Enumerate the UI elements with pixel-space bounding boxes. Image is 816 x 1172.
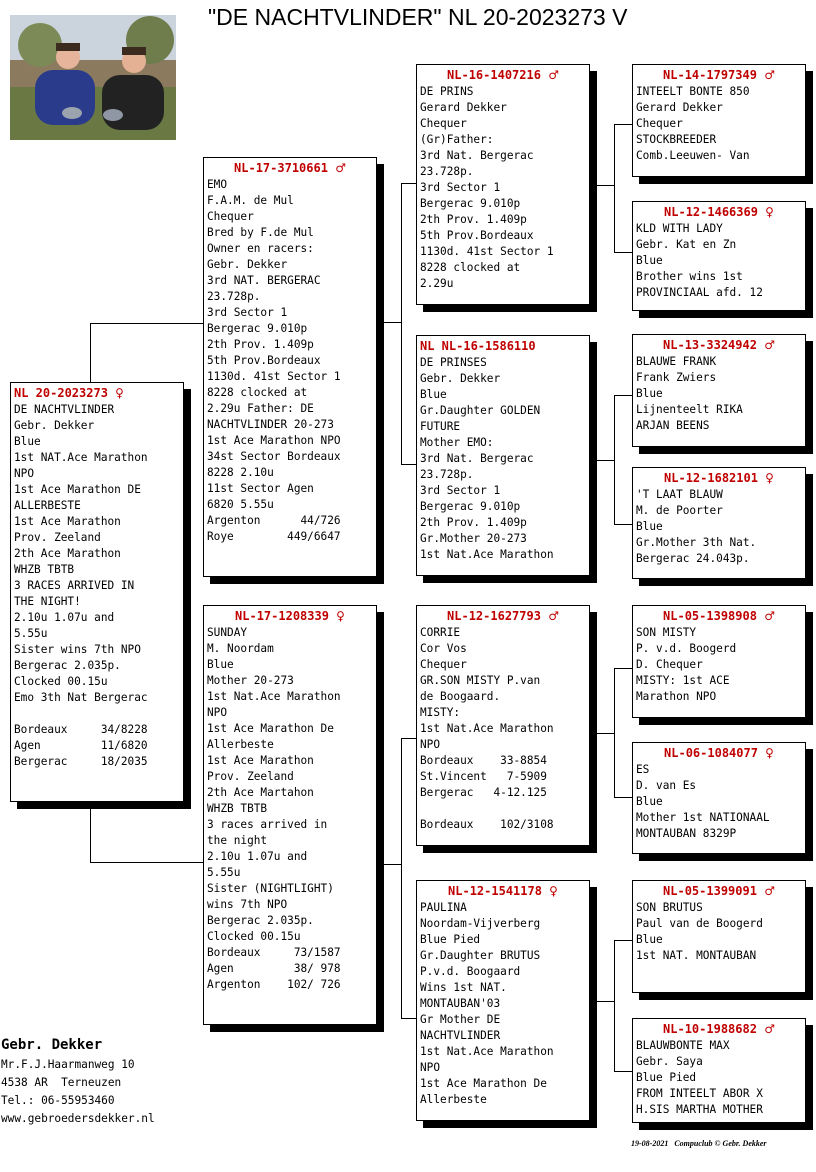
pedigree-line: 23.728p. xyxy=(420,468,474,481)
ring-number xyxy=(636,609,802,623)
footer-credit: 19-08-2021 Compuclub © Gebr. Dekker xyxy=(631,1139,767,1148)
pedigree-line: Gebr. Saya xyxy=(636,1055,703,1068)
ring-number xyxy=(14,386,180,400)
connector-line xyxy=(401,183,416,184)
pedigree-line: Gerard Dekker xyxy=(636,101,723,114)
pedigree-line: 23.728p. xyxy=(420,165,474,178)
ring-number-text: NL-05-1399091 xyxy=(663,884,757,898)
pedigree-line: Brother wins 1st xyxy=(636,270,743,283)
pedigree-line: 2.29u Father: DE xyxy=(207,402,314,415)
pedigree-line: 3rd Sector 1 xyxy=(207,306,288,319)
ring-number xyxy=(420,884,586,898)
pedigree-line: (Gr)Father: xyxy=(420,133,494,146)
connector-line xyxy=(614,940,632,941)
pedigree-line: Bergerac 4-12.125 xyxy=(420,786,547,799)
pedigree-line: KLD WITH LADY xyxy=(636,222,723,235)
pedigree-line: P.v.d. Boogaard xyxy=(420,965,521,978)
pedigree-line: Allerbeste xyxy=(420,1093,487,1106)
pedigree-line: 1st Ace Marathon xyxy=(207,754,314,767)
pedigree-line: INTEELT BONTE 850 xyxy=(636,85,750,98)
pigeon-card-mmf xyxy=(632,880,806,993)
ring-number-text: NL-17-3710661 xyxy=(234,161,328,175)
pedigree-line: Blue xyxy=(636,254,663,267)
connector-line xyxy=(614,668,632,669)
pedigree-line: NACHTVLINDER xyxy=(420,1029,501,1042)
pedigree-line: 5.55u xyxy=(207,866,241,879)
pedigree-line: CORRIE xyxy=(420,626,461,639)
pedigree-line: Gerard Dekker xyxy=(420,101,507,114)
ring-number xyxy=(636,338,802,352)
male-symbol-icon: ♂ xyxy=(764,609,775,623)
pedigree-line: Bordeaux 34/8228 xyxy=(14,723,148,736)
connector-line xyxy=(377,322,402,323)
pedigree-line: Paul van de Boogerd xyxy=(636,917,763,930)
pedigree-line: Allerbeste xyxy=(207,738,274,751)
pedigree-line: Blue xyxy=(636,795,663,808)
pedigree-line: 2th Prov. 1.409p xyxy=(420,516,527,529)
pedigree-line: Agen 38/ 978 xyxy=(207,962,341,975)
male-symbol-icon: ♂ xyxy=(335,161,346,175)
pedigree-line: Bergerac 2.035p. xyxy=(207,914,314,927)
pedigree-line: D. Chequer xyxy=(636,658,703,671)
female-symbol-icon: ♀ xyxy=(549,884,558,898)
pigeon-card-mother-mother xyxy=(416,880,590,1121)
connector-line xyxy=(90,323,91,383)
male-symbol-icon: ♂ xyxy=(548,609,559,623)
ring-number-text: NL-12-1627793 xyxy=(447,609,541,623)
pedigree-line: 'T LAAT BLAUW xyxy=(636,488,723,501)
pedigree-line: Chequer xyxy=(636,117,683,130)
pedigree-line: Cor Vos xyxy=(420,642,467,655)
female-symbol-icon: ♀ xyxy=(336,609,345,623)
pigeon-card-fff xyxy=(632,64,806,177)
ring-number-text: NL-13-3324942 xyxy=(663,338,757,352)
pedigree-line xyxy=(420,801,586,817)
pedigree-line: Prov. Zeeland xyxy=(207,770,294,783)
pedigree-line: Gebr. Dekker xyxy=(420,372,501,385)
pedigree-line: Gebr. Dekker xyxy=(14,419,95,432)
ring-number xyxy=(420,68,586,82)
pedigree-line: 2th Prov. 1.409p xyxy=(420,213,527,226)
pedigree-line: 34st Sector Bordeaux xyxy=(207,450,341,463)
ring-number xyxy=(636,884,802,898)
pedigree-line: 2.10u 1.07u and xyxy=(14,611,115,624)
ring-number-text: NL-12-1466369 xyxy=(664,205,758,219)
pedigree-line: F.A.M. de Mul xyxy=(207,194,294,207)
ring-number-text: NL-12-1541178 xyxy=(448,884,542,898)
pedigree-line: 3rd Sector 1 xyxy=(420,484,501,497)
pedigree-line: ES xyxy=(636,763,650,776)
pedigree-line: WHZB TBTB xyxy=(14,563,75,576)
pedigree-line: Mother EMO: xyxy=(420,436,494,449)
ring-number xyxy=(420,609,586,623)
pedigree-line: BLAUWBONTE MAX xyxy=(636,1039,730,1052)
pedigree-line: 2th Prov. 1.409p xyxy=(207,338,314,351)
pedigree-line: 1st Nat.Ace Marathon xyxy=(420,1045,554,1058)
pedigree-line: Sister wins 7th NPO xyxy=(14,643,141,656)
pedigree-line: Agen 11/6820 xyxy=(14,739,148,752)
pedigree-line: EMO xyxy=(207,178,228,191)
pedigree-line: Bergerac 2.035p. xyxy=(14,659,121,672)
pedigree-line: 1130d. 41st Sector 1 xyxy=(207,370,341,383)
pedigree-line: Gr.Mother 3th Nat. xyxy=(636,536,757,549)
page-title: "DE NACHTVLINDER" NL 20-2023273 V xyxy=(208,4,628,30)
female-symbol-icon: ♀ xyxy=(115,386,124,400)
female-symbol-icon: ♀ xyxy=(765,746,774,760)
pedigree-line: Gr.Mother 20-273 xyxy=(420,532,527,545)
pigeon-card-mff xyxy=(632,605,806,718)
ring-number xyxy=(636,68,802,82)
pigeon-card-father xyxy=(203,157,377,577)
pedigree-line: M. Noordam xyxy=(207,642,274,655)
pedigree-line: Blue xyxy=(14,435,41,448)
pedigree-line: MONTAUBAN'03 xyxy=(420,997,501,1010)
connector-line xyxy=(590,460,615,461)
pedigree-line: 3rd NAT. BERGERAC xyxy=(207,274,321,287)
connector-line xyxy=(590,733,615,734)
pedigree-line: Blue xyxy=(207,658,234,671)
pedigree-line: 2.29u xyxy=(420,277,454,290)
ring-number xyxy=(207,161,373,175)
pedigree-line: Blue Pied xyxy=(420,933,481,946)
ring-number xyxy=(636,1022,802,1036)
pedigree-line: DE NACHTVLINDER xyxy=(14,403,115,416)
pedigree-line: Chequer xyxy=(420,117,467,130)
pedigree-line: Lijnenteelt RIKA xyxy=(636,403,743,416)
pedigree-line: 5th Prov.Bordeaux xyxy=(420,229,534,242)
ring-number-text: NL 20-2023273 xyxy=(14,386,108,400)
pedigree-line: SON BRUTUS xyxy=(636,901,703,914)
pedigree-line: Mother 1st NATIONAAL xyxy=(636,811,770,824)
pedigree-line: PAULINA xyxy=(420,901,467,914)
connector-line xyxy=(614,252,632,253)
pedigree-line: St.Vincent 7-5909 xyxy=(420,770,547,783)
ring-number-text: NL-16-1407216 xyxy=(447,68,541,82)
pedigree-line: M. de Poorter xyxy=(636,504,723,517)
female-symbol-icon: ♀ xyxy=(765,205,774,219)
male-symbol-icon: ♂ xyxy=(764,338,775,352)
connector-line xyxy=(614,940,615,1071)
owners-photo xyxy=(10,15,176,140)
pedigree-line: SUNDAY xyxy=(207,626,248,639)
pedigree-line: Owner en racers: xyxy=(207,242,314,255)
pedigree-line: Frank Zwiers xyxy=(636,371,717,384)
pigeon-card-main xyxy=(10,382,184,802)
pedigree-line: H.SIS MARTHA MOTHER xyxy=(636,1103,763,1116)
pedigree-line: Bred by F.de Mul xyxy=(207,226,314,239)
pedigree-line: Clocked 00.15u xyxy=(207,930,301,943)
pigeon-card-mother-father xyxy=(416,605,590,846)
pedigree-line: 1st Ace Marathon De xyxy=(420,1077,547,1090)
pedigree-line: Argenton 102/ 726 xyxy=(207,978,341,991)
ring-number xyxy=(636,205,802,219)
pedigree-line: D. van Es xyxy=(636,779,697,792)
pedigree-line: Gebr. Dekker xyxy=(207,258,288,271)
connector-line xyxy=(614,1071,632,1072)
pedigree-line: Gr.Daughter GOLDEN xyxy=(420,404,541,417)
pedigree-line: 2th Ace Martahon xyxy=(207,786,314,799)
pedigree-line: PROVINCIAAL afd. 12 xyxy=(636,286,763,299)
female-symbol-icon: ♀ xyxy=(765,471,774,485)
ring-number-text: NL-06-1084077 xyxy=(664,746,758,760)
pedigree-line: THE NIGHT! xyxy=(14,595,81,608)
male-symbol-icon: ♂ xyxy=(548,68,559,82)
pedigree-line: Bergerac 9.010p xyxy=(420,500,521,513)
pedigree-line: FUTURE xyxy=(420,420,461,433)
pedigree-line: Bergerac 24.043p. xyxy=(636,552,750,565)
ring-number-text: NL-10-1988682 xyxy=(663,1022,757,1036)
connector-line xyxy=(614,395,615,524)
ring-number-text: NL-14-1797349 xyxy=(663,68,757,82)
pedigree-line xyxy=(14,706,180,722)
pedigree-line: ALLERBESTE xyxy=(14,499,81,512)
pigeon-card-mother xyxy=(203,605,377,1025)
pedigree-line: Blue xyxy=(636,520,663,533)
ring-number xyxy=(636,471,802,485)
pedigree-line: Comb.Leeuwen- Van xyxy=(636,149,750,162)
pedigree-line: 1st Nat.Ace Marathon xyxy=(420,548,554,561)
male-symbol-icon: ♂ xyxy=(764,884,775,898)
pedigree-line: 1130d. 41st Sector 1 xyxy=(420,245,554,258)
connector-line xyxy=(590,1001,615,1002)
pedigree-line: Sister (NIGHTLIGHT) xyxy=(207,882,334,895)
pedigree-line: 1st Ace Marathon DE xyxy=(14,483,141,496)
pigeon-card-father-father xyxy=(416,64,590,305)
pigeon-card-mmm xyxy=(632,1018,806,1123)
pedigree-line: MISTY: 1st ACE xyxy=(636,674,730,687)
pedigree-line: Emo 3th Nat Bergerac xyxy=(14,691,148,704)
connector-line xyxy=(401,738,416,739)
pedigree-line: MISTY: xyxy=(420,706,461,719)
connector-line xyxy=(614,124,615,252)
pedigree-line: Wins 1st NAT. xyxy=(420,981,507,994)
pigeon-card-fmm xyxy=(632,467,806,579)
connector-line xyxy=(401,738,402,1018)
pedigree-line: Argenton 44/726 xyxy=(207,514,341,527)
pedigree-line: Bergerac 18/2035 xyxy=(14,755,148,768)
pedigree-line: Noordam-Vijverberg xyxy=(420,917,541,930)
pedigree-line: NPO xyxy=(420,738,441,751)
pedigree-line: 8228 clocked at xyxy=(207,386,308,399)
connector-line xyxy=(401,183,402,464)
pedigree-line: 1st Ace Marathon NPO xyxy=(207,434,341,447)
pedigree-line: 1st Nat.Ace Marathon xyxy=(420,722,554,735)
pedigree-line: Clocked 00.15u xyxy=(14,675,108,688)
pedigree-line: Blue xyxy=(636,387,663,400)
pedigree-line: 3rd Nat. Bergerac xyxy=(420,452,534,465)
pedigree-line: 23.728p. xyxy=(207,290,261,303)
pigeon-card-mfm xyxy=(632,742,806,854)
pedigree-line: 1st Nat.Ace Marathon xyxy=(207,690,341,703)
connector-line xyxy=(401,1018,416,1019)
pedigree-line: FROM INTEELT ABOR X xyxy=(636,1087,763,1100)
pedigree-line: the night xyxy=(207,834,268,847)
pedigree-line: Gr.Daughter BRUTUS xyxy=(420,949,541,962)
pedigree-line: Marathon NPO xyxy=(636,690,717,703)
pedigree-line: 8228 clocked at xyxy=(420,261,521,274)
pedigree-line: STOCKBREEDER xyxy=(636,133,717,146)
pedigree-line: Blue xyxy=(636,933,663,946)
pedigree-line: Bordeaux 102/3108 xyxy=(420,818,554,831)
pedigree-line: Prov. Zeeland xyxy=(14,531,101,544)
pedigree-line: Roye 449/6647 xyxy=(207,530,341,543)
pigeon-card-father-mother xyxy=(416,335,590,576)
pedigree-line: 3rd Nat. Bergerac xyxy=(420,149,534,162)
pedigree-line: NPO xyxy=(207,706,228,719)
ring-number xyxy=(207,609,373,623)
pedigree-line: Bergerac 9.010p xyxy=(207,322,308,335)
connector-line xyxy=(590,185,615,186)
owner-line: Tel.: 06-55953460 xyxy=(1,1094,115,1107)
pedigree-line: 2.10u 1.07u and xyxy=(207,850,308,863)
pedigree-line: 11st Sector Agen xyxy=(207,482,314,495)
owner-line: 4538 AR Terneuzen xyxy=(1,1076,122,1089)
pedigree-line: NPO xyxy=(420,1061,441,1074)
pedigree-line: de Boogaard. xyxy=(420,690,501,703)
pedigree-line: 8228 2.10u xyxy=(207,466,274,479)
owner-website[interactable]: www.gebroedersdekker.nl xyxy=(1,1112,155,1125)
pedigree-line: GR.SON MISTY P.van xyxy=(420,674,541,687)
pedigree-line: 1st Ace Marathon xyxy=(14,515,121,528)
pedigree-line: Gebr. Kat en Zn xyxy=(636,238,737,251)
pedigree-line: 5.55u xyxy=(14,627,48,640)
pedigree-line: Bordeaux 73/1587 xyxy=(207,946,341,959)
pedigree-line: 1st Ace Marathon De xyxy=(207,722,334,735)
pedigree-line: 3rd Sector 1 xyxy=(420,181,501,194)
connector-line xyxy=(377,864,402,865)
pedigree-line: Mother 20-273 xyxy=(207,674,294,687)
connector-line xyxy=(614,668,615,797)
pedigree-line: wins 7th NPO xyxy=(207,898,288,911)
pedigree-line: DE PRINS xyxy=(420,85,474,98)
pedigree-line: Bergerac 9.010p xyxy=(420,197,521,210)
pedigree-line: 2th Ace Marathon xyxy=(14,547,121,560)
male-symbol-icon: ♂ xyxy=(764,68,775,82)
pedigree-line: NPO xyxy=(14,467,35,480)
male-symbol-icon: ♂ xyxy=(764,1022,775,1036)
pedigree-line: 3 RACES ARRIVED IN xyxy=(14,579,135,592)
pedigree-line: DE PRINSES xyxy=(420,356,487,369)
connector-line xyxy=(90,862,203,863)
owner-name: Gebr. Dekker xyxy=(1,1037,103,1053)
pedigree-line: 6820 5.55u xyxy=(207,498,274,511)
ring-number-text: NL-12-1682101 xyxy=(664,471,758,485)
pedigree-line: NACHTVLINDER 20-273 xyxy=(207,418,334,431)
connector-line xyxy=(401,464,416,465)
ring-number-text: NL NL-16-1586110 xyxy=(420,339,536,353)
pedigree-line: P. v.d. Boogerd xyxy=(636,642,737,655)
pedigree-line: 3 races arrived in xyxy=(207,818,328,831)
pigeon-card-ffm xyxy=(632,201,806,311)
pedigree-line: WHZB TBTB xyxy=(207,802,268,815)
connector-line xyxy=(614,124,632,125)
pedigree-line: SON MISTY xyxy=(636,626,697,639)
connector-line xyxy=(614,524,632,525)
pedigree-line: Blue Pied xyxy=(636,1071,697,1084)
pedigree-line: 5th Prov.Bordeaux xyxy=(207,354,321,367)
pedigree-line: Blue xyxy=(420,388,447,401)
pedigree-line: Chequer xyxy=(207,210,254,223)
pedigree-line: MONTAUBAN 8329P xyxy=(636,827,737,840)
ring-number-text: NL-05-1398908 xyxy=(663,609,757,623)
owner-block xyxy=(1,1034,155,1128)
owner-line: Mr.F.J.Haarmanweg 10 xyxy=(1,1058,135,1071)
connector-line xyxy=(90,802,91,863)
pigeon-card-fmf xyxy=(632,334,806,447)
pedigree-line: ARJAN BEENS xyxy=(636,419,710,432)
pedigree-line: Bordeaux 33-8854 xyxy=(420,754,547,767)
ring-number xyxy=(636,746,802,760)
ring-number xyxy=(420,339,586,353)
pedigree-line: 1st NAT. MONTAUBAN xyxy=(636,949,757,962)
ring-number-text: NL-17-1208339 xyxy=(235,609,329,623)
pedigree-line: BLAUWE FRANK xyxy=(636,355,717,368)
connector-line xyxy=(614,395,632,396)
connector-line xyxy=(90,323,203,324)
connector-line xyxy=(614,797,632,798)
pedigree-line: Gr Mother DE xyxy=(420,1013,501,1026)
pedigree-line: Chequer xyxy=(420,658,467,671)
pedigree-line: 1st NAT.Ace Marathon xyxy=(14,451,148,464)
